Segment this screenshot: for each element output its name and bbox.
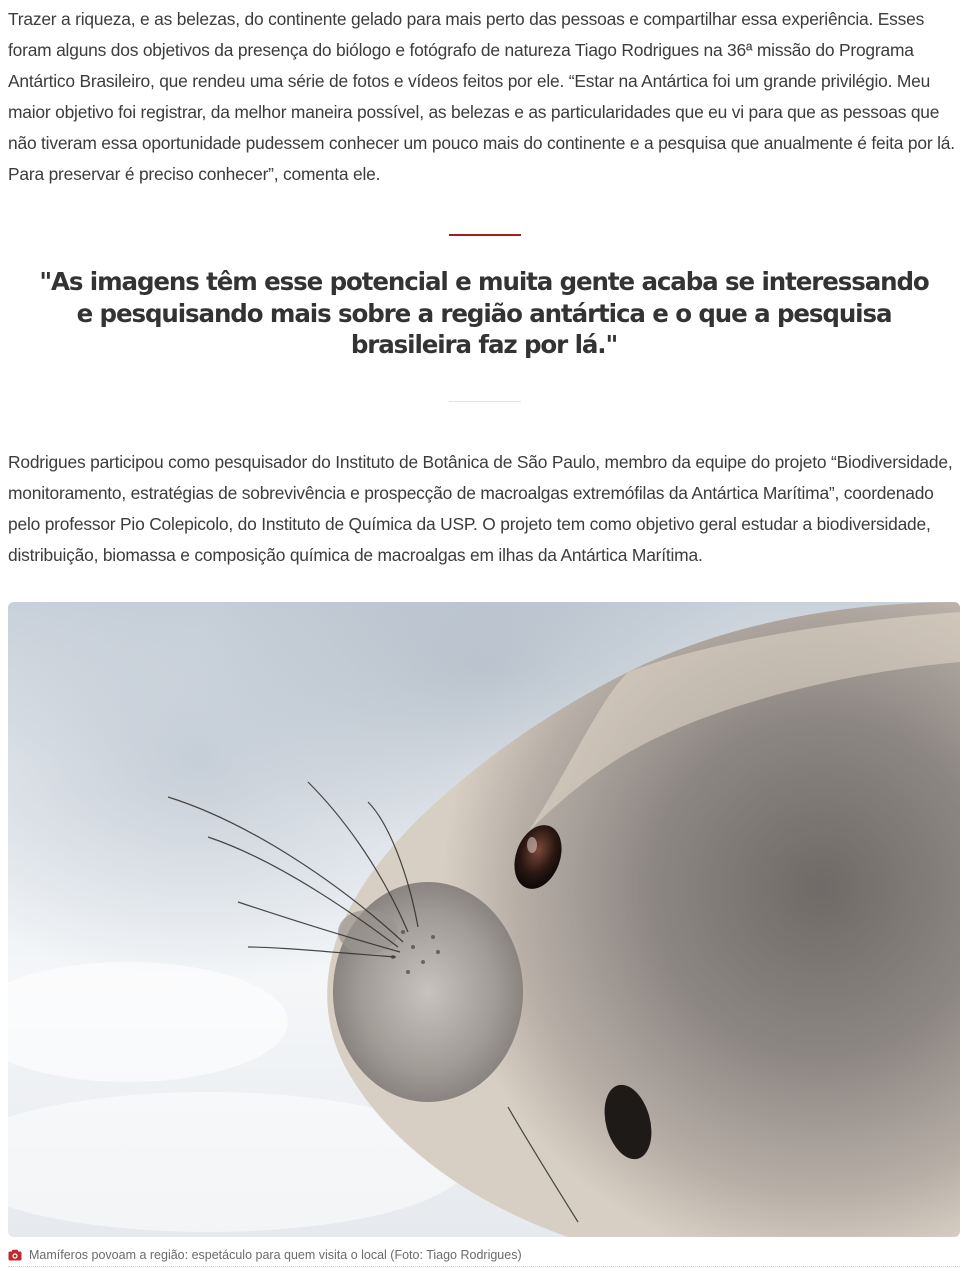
article-photo[interactable] bbox=[8, 602, 960, 1237]
pull-quote: "As imagens têm esse potencial e muita gente acaba se interessando e pesquisando mais sobre a região antártica e o que a pesquisa brasileira faz por lá." bbox=[39, 267, 929, 359]
seal-photo-illustration bbox=[8, 602, 960, 1237]
camera-icon bbox=[8, 1249, 22, 1261]
photo-caption-text: Mamíferos povoam a região: espetáculo para quem visita o local (Foto: Tiago Rodrigues) bbox=[29, 1248, 522, 1262]
pull-quote-top-divider bbox=[449, 234, 521, 236]
article-paragraph: Trazer a riqueza, e as belezas, do continente gelado para mais perto das pessoas e compartilhar essa experiência. Esses foram alguns dos objetivos da presença do biólogo e fotógrafo de natureza Tiago Rodrigues na 36ª missão do Programa Antártico Brasileiro, que rendeu uma série de fotos e vídeos feitos por ele. “Estar na Antártica foi um grande privilégio. Meu maior objetivo foi registrar, da melhor maneira possível, as belezas e as particularidades que eu vi para que as pessoas que não tiveram essa oportunidade pudessem conhecer um pouco mais do continente e a pesquisa que anualmente é feita por lá. Para preservar é preciso conhecer”, comenta ele. bbox=[8, 9, 955, 184]
photo-caption bbox=[8, 1244, 960, 1267]
pull-quote-bottom-divider bbox=[449, 401, 521, 402]
article-paragraph: Rodrigues participou como pesquisador do Instituto de Botânica de São Paulo, membro da equipe do projeto “Biodiversidade, monitoramento, estratégias de sobrevivência e prospecção de macroalgas extremófilas da Antártica Marítima”, coordenado pelo professor Pio Colepicolo, do Instituto de Química da USP. O projeto tem como objetivo geral estudar a biodiversidade, distribuição, biomassa e composição química de macroalgas em ilhas da Antártica Marítima. bbox=[8, 452, 953, 565]
